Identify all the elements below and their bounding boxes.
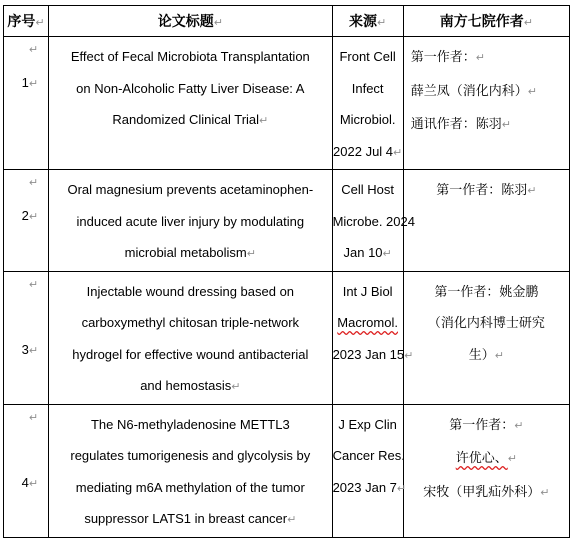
source-line: Macromol. — [337, 315, 398, 330]
source-line: Infect — [351, 80, 384, 96]
source-line: Int J Biol — [342, 283, 393, 299]
author-line: 第一作者：姚金鹏 — [434, 283, 539, 299]
paragraph-mark-icon: ↵ — [35, 17, 45, 29]
source-cell — [332, 271, 414, 404]
table-row — [4, 404, 570, 537]
author-line: 第一作者：↵ — [410, 49, 485, 64]
title-line: Effect of Fecal Microbiota Transplantation — [70, 49, 310, 64]
title-line: carboxymethyl chitosan triple-network — [81, 315, 300, 330]
table-row — [4, 170, 570, 272]
row-number: 3↵ — [21, 341, 39, 357]
papers-table — [3, 5, 570, 538]
title-cell — [49, 170, 333, 272]
author-line: 许优心、↵ — [455, 450, 517, 465]
header-index: 序号↵ — [4, 6, 49, 37]
author-line: 生）↵ — [468, 346, 504, 362]
paragraph-mark-icon: ↵ — [28, 177, 39, 189]
source-line: 2023 Jan 7↵ — [332, 479, 407, 495]
author-line: 通讯作者：陈羽↵ — [410, 116, 511, 131]
table-row — [4, 271, 570, 404]
paragraph-mark-icon: ↵ — [28, 278, 39, 291]
title-line: Randomized Clinical Trial↵ — [112, 112, 269, 127]
author-line: 宋牧（甲乳疝外科）↵ — [423, 483, 550, 499]
author-line: 第一作者：↵ — [449, 416, 524, 432]
title-line: regulates tumorigenesis and glycolysis by — [70, 448, 311, 463]
author-cell — [403, 170, 569, 272]
header-title: 论文标题↵ — [49, 6, 333, 37]
author-line: 薛兰凤（消化内科）↵ — [410, 82, 537, 98]
title-line: and hemostasis↵ — [140, 378, 241, 393]
source-line: Front Cell — [339, 49, 396, 64]
title-line: mediating m6A methylation of the tumor — [75, 479, 305, 495]
author-line: （消化内科博士研究 — [427, 315, 545, 330]
title-line: on Non-Alcoholic Fatty Liver Disease: A — [76, 80, 305, 96]
source-line: Microbiol. — [339, 112, 396, 127]
title-cell — [49, 271, 333, 404]
source-cell — [332, 37, 403, 170]
title-line: The N6-methyladenosine METTL3 — [90, 416, 290, 432]
source-line: 2022 Jul 4↵ — [333, 143, 403, 159]
source-cell — [332, 404, 407, 537]
title-cell — [49, 404, 333, 537]
source-cell — [332, 170, 415, 272]
title-line: induced acute liver injury by modulating — [76, 213, 305, 229]
paragraph-mark-icon: ↵ — [28, 411, 39, 424]
row-number: 4↵ — [21, 474, 39, 490]
author-cell — [403, 404, 569, 537]
paragraph-mark-icon: ↵ — [523, 17, 533, 29]
header-row — [4, 6, 570, 37]
row-number-cell — [4, 37, 49, 170]
source-line: Jan 10↵ — [343, 245, 392, 260]
header-source: 来源↵ — [332, 6, 403, 37]
row-number-cell — [4, 170, 49, 272]
source-line: Microbe. 2024 — [332, 213, 415, 229]
table-row — [4, 37, 570, 170]
row-number: 1↵ — [21, 75, 39, 90]
title-line: microbial metabolism↵ — [124, 245, 256, 260]
row-number-cell — [4, 404, 49, 537]
title-line: Oral magnesium prevents acetaminophen- — [67, 182, 314, 197]
source-line: Cancer Res. — [332, 448, 405, 463]
title-line: suppressor LATS1 in breast cancer↵ — [84, 511, 297, 526]
author-line: 第一作者：陈羽↵ — [436, 182, 537, 197]
title-line: hydrogel for effective wound antibacterial — [72, 346, 309, 362]
paragraph-mark-icon: ↵ — [213, 17, 223, 29]
header-author: 南方七院作者↵ — [403, 6, 569, 37]
author-cell — [403, 37, 569, 170]
paragraph-mark-icon: ↵ — [377, 17, 387, 29]
author-cell — [403, 271, 569, 404]
row-number-cell — [4, 271, 49, 404]
paragraph-mark-icon: ↵ — [28, 44, 39, 56]
source-line: Cell Host — [341, 182, 395, 197]
title-cell — [49, 37, 333, 170]
row-number: 2↵ — [21, 208, 39, 223]
source-line: J Exp Clin — [338, 416, 397, 432]
title-line: Injectable wound dressing based on — [86, 283, 295, 299]
source-line: 2023 Jan 15↵ — [332, 346, 414, 362]
